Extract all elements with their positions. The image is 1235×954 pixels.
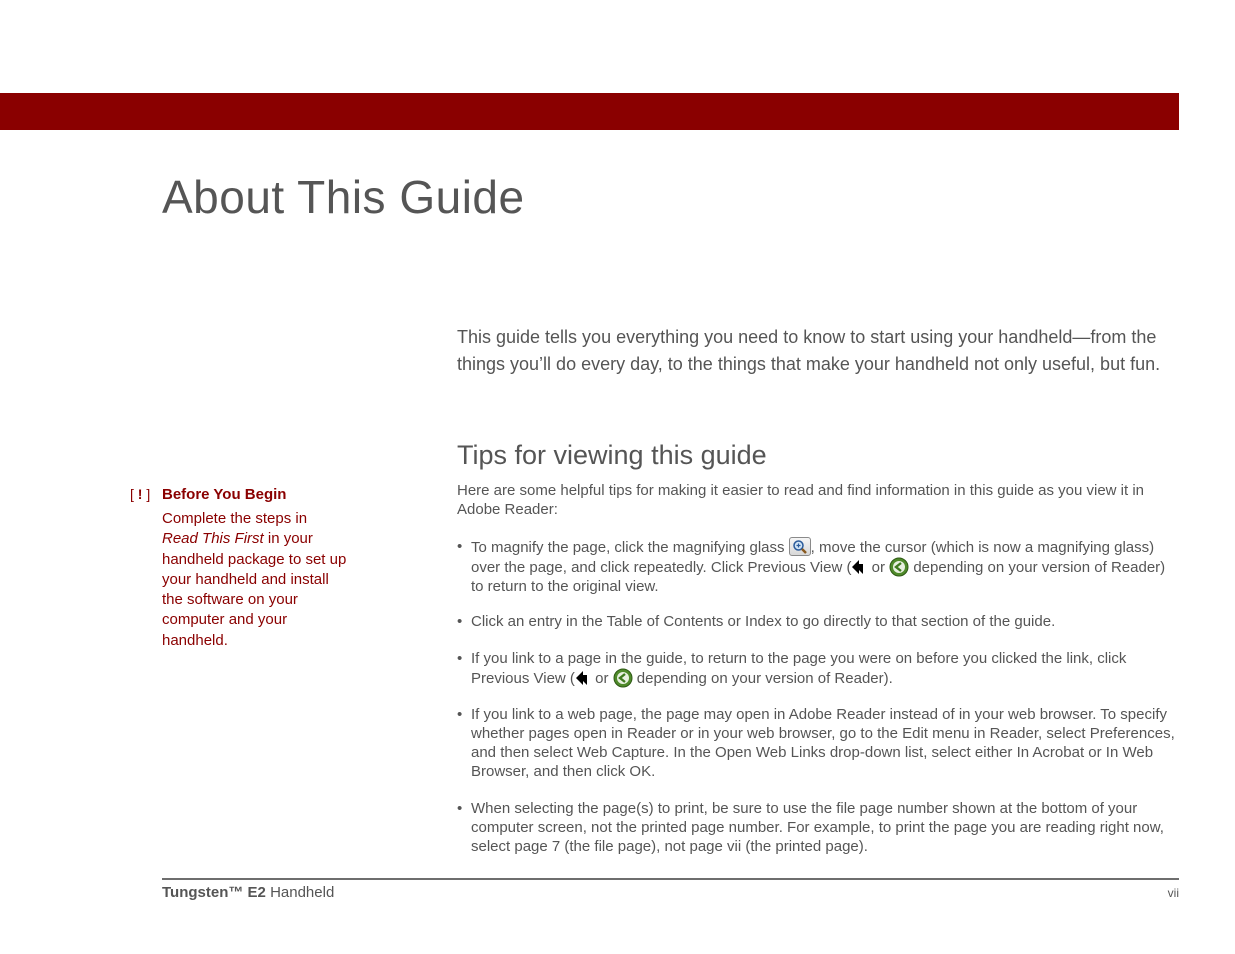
list-item [457,537,1179,612]
green-back-circle-icon[interactable] [613,668,633,688]
tip-text: depending on your version of Reader) to return to the original view. [471,559,1166,595]
tips-list [457,537,1179,856]
intro-paragraph: This guide tells you everything you need to know to start using your handheld—from the things you’ll do every day, to the things that make your handheld not only useful, but fun. [457,327,1161,374]
tip-text: , move the cursor (which is now a magnifying glass) over the page, and click repeatedly. Click Previous View ( [471,539,1155,576]
section-heading: Tips for viewing this guide [457,440,767,470]
note-book-title: Read This First [162,530,264,548]
footer-divider [162,878,1179,880]
exclamation-icon: ! [137,486,143,502]
list-item [457,649,1179,705]
back-arrow-icon[interactable] [575,670,591,686]
tip-text: or [590,670,613,687]
tip-text: or [867,559,890,576]
tip-text: depending on your version of Reader). [632,670,893,687]
note-body: Complete the steps in Read This First in your handheld package to set up your handheld and install the software on your computer and your handheld. [162,510,347,649]
note-marker: [ ! ] [130,486,151,502]
page-number: vii [1167,886,1179,900]
page-title: About This Guide [162,171,525,223]
header-bar [0,93,1179,130]
green-back-circle-icon[interactable] [889,557,909,577]
note-title: Before You Begin [162,486,287,503]
back-arrow-icon[interactable] [851,559,867,575]
tip-text: To magnify the page, click the magnifying glass [471,539,789,556]
list-item: • When selecting the page(s) to print, be sure to use the file page number shown at the bottom of your computer screen, not the printed page number. For example, to print the page you are reading right now, select page 7 (the file page), not page vii (the printed page). [457,799,1179,856]
section-intro: Here are some helpful tips for making it easier to read and find information in this guide as you view it in Adobe Reader: [457,482,1145,518]
list-item: • If you link to a web page, the page may open in Adobe Reader instead of in your web browser. To specify whether pages open in Reader or in your web browser, go to the Edit menu in Reader, select Preferences, and then select Web Capture. In the Open Web Links drop-down list, select either In Acrobat or In Web Browser, and then click OK. [457,705,1179,799]
tip-text: If you link to a page in the guide, to return to the page you were on before you clicked the link, click Previous View ( [471,650,1127,687]
list-item: • Click an entry in the Table of Contents or Index to go directly to that section of the guide. [457,612,1179,649]
footer-product: Tungsten™ E2 Handheld [162,884,335,901]
magnifier-icon[interactable] [789,537,811,556]
